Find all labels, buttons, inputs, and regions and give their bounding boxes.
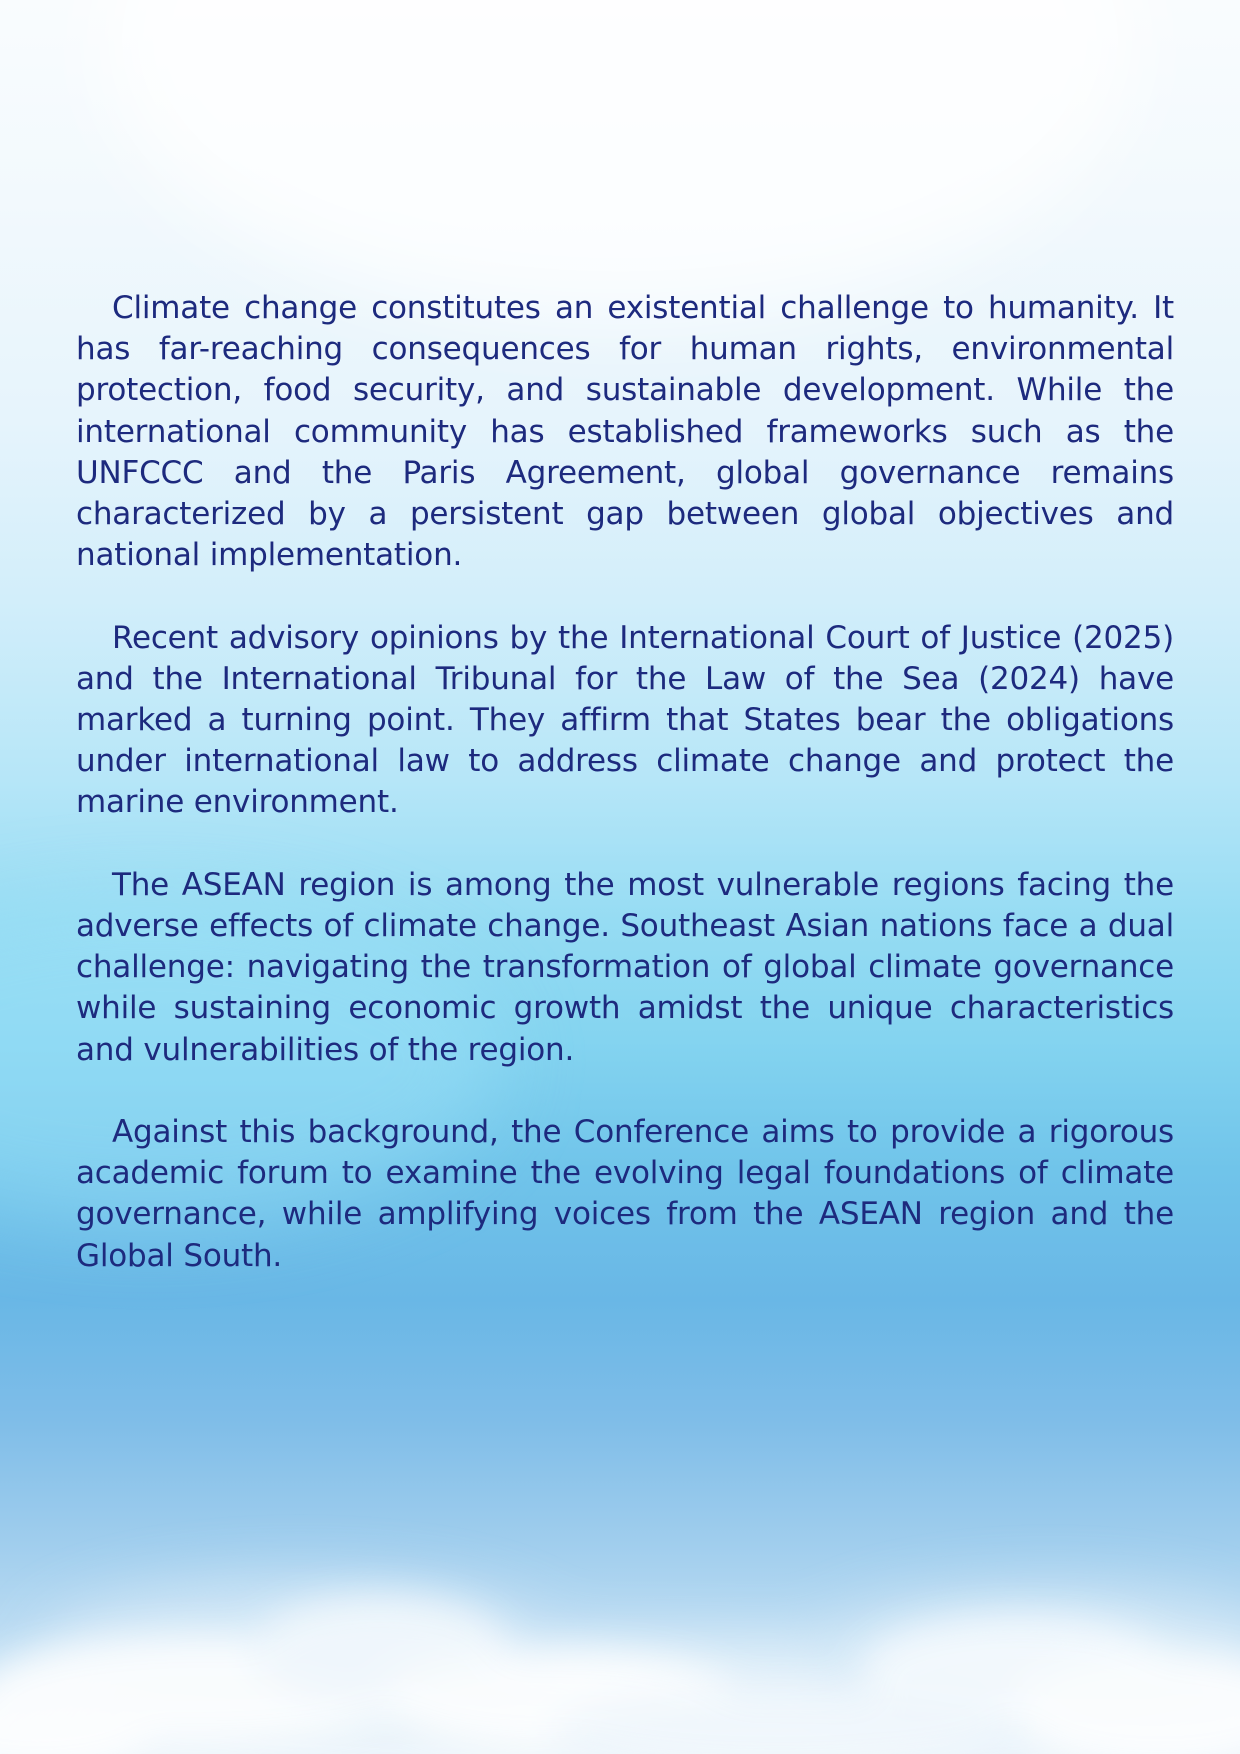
- cloud-background: [0, 1400, 1240, 1754]
- body-text: [76, 288, 1174, 1318]
- paragraph-conference-aims: Against this background, the Conference aims to provide a rigorous academic forum to examine the evolving legal foundations of climate governance, while amplifying voices from the ASEAN region and the Global South.: [76, 1114, 1174, 1274]
- paragraph-asean-region: The ASEAN region is among the most vulnerable regions facing the adverse effects of climate change. Southeast Asian nations face a dual challenge: navigating the transformation of global climate governance while sustaining economic growth amidst the unique characteristics and vulnerabilities of the region.: [76, 866, 1174, 1068]
- paragraph-advisory-opinions: Recent advisory opinions by the International Court of Justice (2025) and the International Tribunal for the Law of the Sea (2024) have marked a turning point. They affirm that States bear the obligations under international law to address climate change and protect the marine environment.: [76, 619, 1174, 821]
- paragraph-climate-challenge: Climate change constitutes an existential challenge to humanity. It has far-reaching consequences for human rights, environmental protection, food security, and sustainable development. While the international community has established frameworks such as the UNFCCC and the Paris Agreement, global governance remains characterized by a persistent gap between global objectives and national implementation.: [76, 290, 1174, 574]
- sky-glow: [100, 0, 1140, 320]
